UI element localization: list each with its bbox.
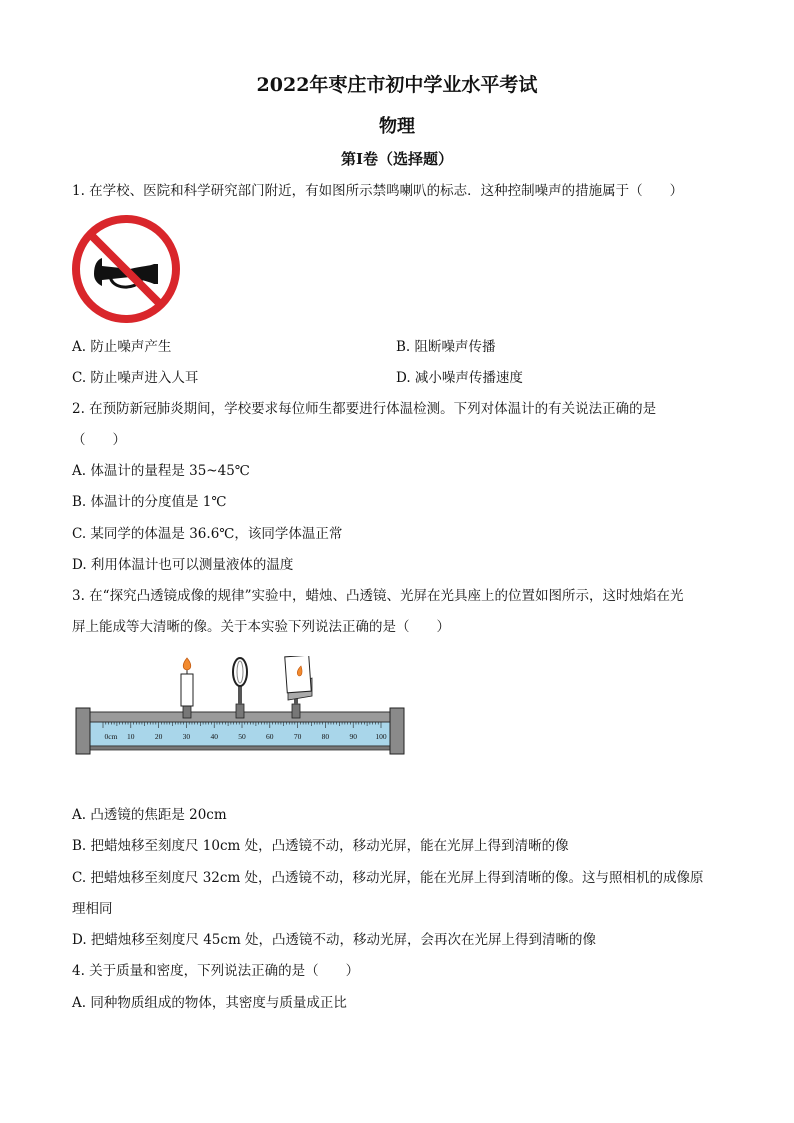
q3-stem-line2: 屏上能成等大清晰的像。关于本实验下列说法正确的是（ ） (72, 619, 450, 635)
q1-stem: 1. 在学校、医院和科学研究部门附近，有如图所示禁鸣喇叭的标志．这种控制噪声的措施属于（ ） (72, 183, 684, 199)
exam-title: 2022年枣庄市初中学业水平考试 (256, 74, 538, 96)
candle (181, 658, 193, 718)
q3-option-c-line1: C. 把蜡烛移至刻度尺 32cm 处，凸透镜不动，移动光屏，能在光屏上得到清晰的像。这与照相机的成像原 (72, 870, 704, 886)
ruler-tick-label: 0cm (104, 732, 118, 741)
ruler-tick-label: 30 (182, 732, 191, 741)
ruler-tick-label: 70 (293, 732, 302, 741)
ruler-tick-label: 50 (238, 732, 246, 741)
q2-option-b: B. 体温计的分度值是 1℃ (72, 494, 227, 510)
q3-option-b: B. 把蜡烛移至刻度尺 10cm 处，凸透镜不动，移动光屏，能在光屏上得到清晰的像 (72, 838, 569, 854)
section-title: 第Ⅰ卷（选择题） (340, 150, 454, 168)
light-screen (285, 656, 312, 718)
q3-option-c-line2: 理相同 (72, 901, 113, 917)
q2-stem-line2: （ ） (72, 432, 126, 448)
ruler-tick-label: 80 (321, 732, 330, 741)
convex-lens (233, 658, 247, 718)
q1-option-c: C. 防止噪声进入人耳 (72, 370, 199, 386)
q4-option-a: A. 同种物质组成的物体，其密度与质量成正比 (72, 995, 347, 1011)
q1-option-a: A. 防止噪声产生 (72, 339, 172, 355)
optical-bench-figure (72, 656, 412, 762)
q1-option-d: D. 减小噪声传播速度 (396, 370, 523, 386)
q2-stem-line1: 2. 在预防新冠肺炎期间，学校要求每位师生都要进行体温检测。下列对体温计的有关说法正确的是 (72, 401, 657, 417)
q2-option-a: A. 体温计的量程是 35~45℃ (72, 463, 250, 479)
q1-option-b: B. 阻断噪声传播 (396, 339, 496, 355)
q4-stem: 4. 关于质量和密度，下列说法正确的是（ ） (72, 963, 360, 979)
q2-option-d: D. 利用体温计也可以测量液体的温度 (72, 557, 294, 573)
ruler-tick-label: 20 (154, 732, 163, 741)
ruler-tick-label: 40 (210, 732, 218, 741)
ruler-tick-label: 10 (127, 732, 135, 741)
q2-option-c: C. 某同学的体温是 36.6℃，该同学体温正常 (72, 526, 343, 542)
q3-stem-line1: 3. 在“探究凸透镜成像的规律”实验中，蜡烛、凸透镜、光屏在光具座上的位置如图所示，这时烛焰在光 (72, 588, 684, 604)
ruler-tick-label: 90 (349, 732, 357, 741)
ruler-tick-label: 100 (375, 732, 387, 741)
subject-title: 物理 (379, 116, 415, 137)
q3-option-a: A. 凸透镜的焦距是 20cm (72, 807, 227, 823)
ruler-tick-label: 60 (266, 732, 274, 741)
no-horn-sign-icon (72, 214, 180, 324)
q3-option-d: D. 把蜡烛移至刻度尺 45cm 处，凸透镜不动，移动光屏，会再次在光屏上得到清晰的像 (72, 932, 597, 948)
